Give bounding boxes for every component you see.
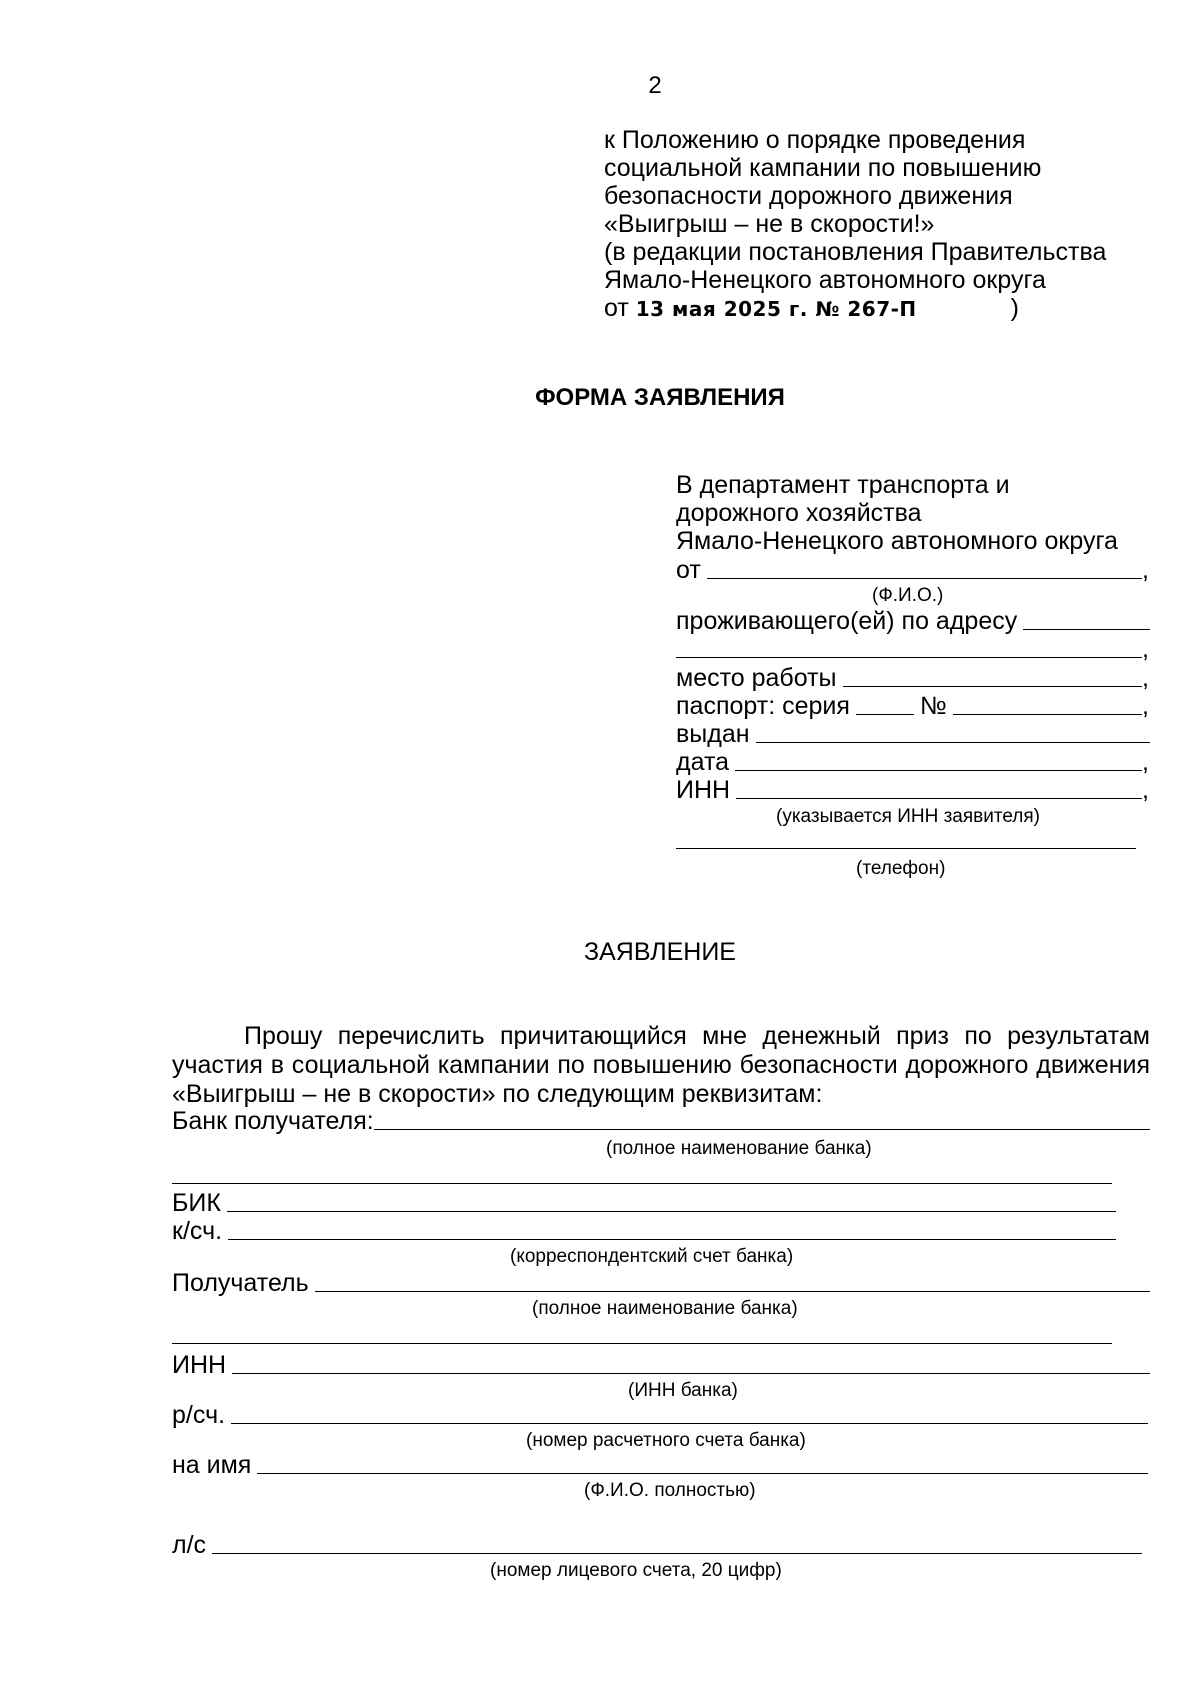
date-prefix: от [604, 294, 629, 322]
recipient-field-continued[interactable] [172, 1320, 1112, 1350]
addressee-line: дорожного хозяйства [676, 499, 922, 527]
ls-label: л/с [172, 1531, 207, 1559]
ks-hint: (корреспондентский счет банка) [510, 1246, 794, 1267]
bank-inn-line[interactable] [232, 1373, 1150, 1374]
name-label: на имя [172, 1451, 252, 1479]
inn-label: ИНН [676, 776, 731, 804]
ks-field[interactable] [172, 1216, 1116, 1246]
passport-series-line[interactable] [856, 714, 914, 715]
bank-inn-hint: (ИНН банка) [628, 1380, 738, 1401]
address-field-continued[interactable]: , [676, 634, 1150, 664]
date-suffix: ) [1010, 294, 1019, 322]
name-line[interactable] [257, 1473, 1148, 1474]
bank-name-field[interactable] [172, 1106, 1150, 1136]
fio-line[interactable] [707, 578, 1142, 579]
recipient-line[interactable] [315, 1291, 1150, 1292]
name-hint: (Ф.И.О. полностью) [584, 1480, 756, 1501]
passport-number-label: № [919, 692, 947, 720]
issued-label: выдан [676, 720, 750, 748]
recipient-label: Получатель [172, 1269, 309, 1297]
appendix-date-line [604, 294, 1106, 323]
appendix-line: к Положению о порядке проведения [604, 126, 1026, 154]
ks-line[interactable] [228, 1239, 1116, 1240]
issued-field[interactable] [676, 719, 1150, 749]
appendix-reference [604, 126, 1106, 323]
rs-line[interactable] [231, 1423, 1148, 1424]
recipient-line-2[interactable] [172, 1343, 1112, 1344]
rs-label: р/сч. [172, 1401, 226, 1429]
statement-text: Прошу перечислить причитающийся мне денежный приз по результатам участия в социальной кампании по повышению безопасности дорожного движения «Выигрыш – не в скорости» по следующим реквизитам: [172, 1022, 1150, 1108]
ls-field[interactable] [172, 1530, 1142, 1560]
recipient-hint: (полное наименование банка) [532, 1298, 798, 1319]
ls-hint: (номер лицевого счета, 20 цифр) [490, 1560, 782, 1581]
inn-hint: (указывается ИНН заявителя) [776, 806, 1040, 827]
date-field[interactable]: дата , [676, 748, 1149, 776]
appendix-line: (в редакции постановления Правительства [604, 238, 1107, 266]
address-line[interactable] [1023, 629, 1150, 630]
addressee-line: В департамент транспорта и [676, 471, 1010, 499]
phone-line[interactable] [676, 848, 1136, 849]
ls-line[interactable] [212, 1553, 1142, 1554]
rs-field[interactable] [172, 1400, 1148, 1430]
address-field[interactable] [676, 606, 1150, 636]
work-line[interactable] [843, 686, 1142, 687]
passport-number-line[interactable] [953, 714, 1142, 715]
recipient-field[interactable] [172, 1268, 1150, 1298]
work-field[interactable]: место работы , [676, 664, 1149, 692]
rs-hint: (номер расчетного счета банка) [526, 1430, 806, 1451]
fio-hint: (Ф.И.О.) [872, 585, 944, 606]
issued-line[interactable] [756, 742, 1150, 743]
addressee-line: Ямало-Ненецкого автономного округа [676, 527, 1118, 555]
name-field[interactable] [172, 1450, 1148, 1480]
page-number: 2 [648, 72, 662, 99]
resolution-date: 13 мая 2025 г. № 267-П [635, 297, 917, 321]
bank-name-field-continued[interactable] [172, 1160, 1112, 1190]
date-label: дата [676, 748, 730, 776]
address-line-2[interactable] [676, 657, 1142, 658]
statement-title: ЗАЯВЛЕНИЕ [583, 938, 736, 966]
inn-field[interactable]: ИНН , [676, 776, 1149, 804]
bank-inn-label: ИНН [172, 1351, 227, 1379]
passport-field[interactable]: паспорт: серия № , [676, 692, 1149, 720]
bank-name-line[interactable] [374, 1129, 1150, 1130]
passport-label: паспорт: серия [676, 692, 850, 720]
phone-hint: (телефон) [856, 858, 946, 879]
work-label: место работы [676, 664, 837, 692]
ks-label: к/сч. [172, 1217, 223, 1245]
form-title: ФОРМА ЗАЯВЛЕНИЯ [535, 384, 785, 411]
address-label: проживающего(ей) по адресу [676, 607, 1018, 635]
appendix-line: «Выигрыш – не в скорости!» [604, 210, 935, 238]
statement-body [172, 1022, 1150, 1109]
date-line[interactable] [735, 770, 1142, 771]
bank-inn-field[interactable] [172, 1350, 1150, 1380]
bank-name-hint: (полное наименование банка) [606, 1138, 872, 1159]
inn-line[interactable] [736, 798, 1142, 799]
appendix-line: безопасности дорожного движения [604, 182, 1013, 210]
phone-field[interactable] [676, 825, 1136, 855]
bank-name-line-2[interactable] [172, 1183, 1112, 1184]
from-label: от [676, 556, 701, 584]
bank-label: Банк получателя: [172, 1107, 374, 1135]
appendix-line: социальной кампании по повышению [604, 154, 1042, 182]
bik-field[interactable] [172, 1188, 1116, 1218]
appendix-line: Ямало-Ненецкого автономного округа [604, 266, 1046, 294]
bik-label: БИК [172, 1189, 221, 1217]
bik-line[interactable] [227, 1211, 1116, 1212]
fio-field[interactable]: от , [676, 556, 1149, 584]
